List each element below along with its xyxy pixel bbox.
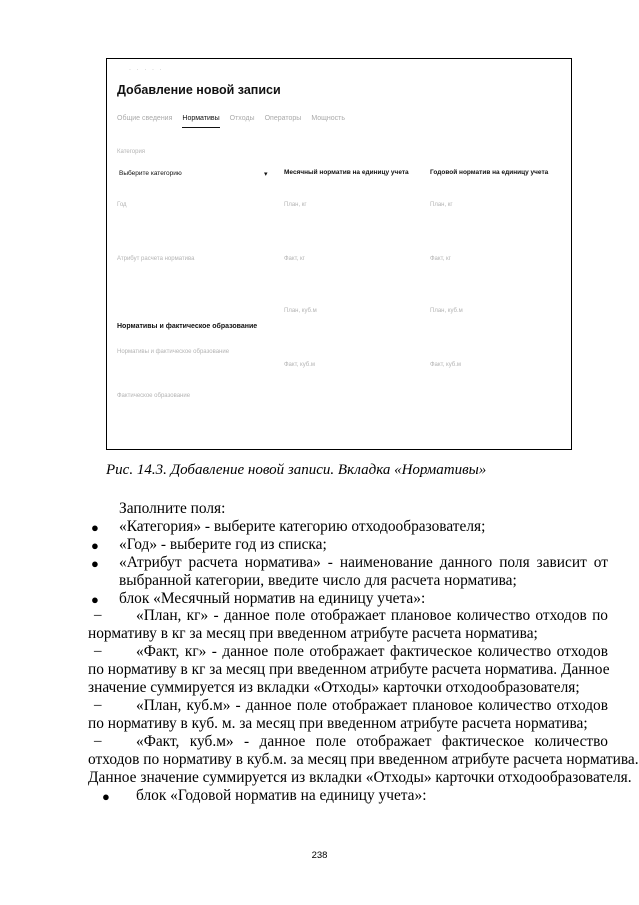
plan-m3-l1: «План, куб.м» - данное поле отображает плановое количество отходов	[136, 697, 608, 714]
section-title: Нормативы и фактическое образование	[117, 323, 258, 330]
figure-caption: Рис. 14.3. Добавление новой записи. Вкладка «Нормативы»	[106, 462, 487, 478]
bullet-icon: ●	[91, 592, 99, 607]
yearly-plan-m3: План, куб.м	[430, 308, 463, 314]
tab-operators[interactable]: Операторы	[264, 115, 302, 122]
bullet-icon: ●	[91, 538, 99, 553]
monthly-header: Месячный норматив на единицу учета	[284, 169, 409, 176]
fact-m3-l2: отходов по нормативу в куб.м. за месяц при введенном атрибуте расчета норматива.	[88, 751, 639, 768]
tab-waste[interactable]: Отходы	[229, 115, 255, 122]
dropdown-caret-icon: ▾	[264, 171, 268, 178]
monthly-plan-kg: План, кг	[284, 202, 307, 208]
year-field[interactable]: Год	[117, 202, 127, 208]
tab-norms[interactable]: Нормативы	[182, 115, 219, 128]
bullet-icon: ●	[91, 556, 99, 571]
tab-general[interactable]: Общие сведения	[117, 115, 173, 122]
form-title: Добавление новой записи	[117, 83, 281, 97]
intro-text: Заполните поля:	[119, 500, 226, 517]
dash-icon: –	[94, 607, 102, 623]
yearly-plan-kg: План, кг	[430, 202, 453, 208]
bullet-monthly-block: блок «Месячный норматив на единицу учета»:	[119, 590, 426, 607]
tab-bar	[117, 115, 345, 128]
fact-m3-l1: «Факт, куб.м» - данное поле отображает фактическое количество	[136, 733, 608, 750]
fact-m3-l3: Данное значение суммируется из вкладки «Отходы» карточки отходообразователя.	[88, 769, 632, 786]
monthly-fact-m3: Факт, куб.м	[284, 362, 315, 368]
plan-kg-l2: нормативу в кг за месяц при введенном атрибуте расчета норматива;	[88, 625, 538, 642]
attribute-field[interactable]: Атрибут расчета норматива	[117, 256, 195, 262]
bullet-icon: ●	[102, 789, 110, 804]
yearly-header: Годовой норматив на единицу учета	[430, 169, 549, 176]
monthly-fact-kg: Факт, кг	[284, 256, 305, 262]
page-number: 238	[311, 850, 328, 861]
bullet-category: «Категория» - выберите категорию отходообразователя;	[119, 518, 486, 535]
bullet-year: «Год» - выберите год из списка;	[119, 536, 327, 553]
monthly-plan-m3: План, куб.м	[284, 308, 317, 314]
dash-icon: –	[94, 643, 102, 659]
yearly-fact-kg: Факт, кг	[430, 256, 451, 262]
plan-m3-l2: по нормативу в куб. м. за месяц при введенном атрибуте расчета норматива;	[88, 715, 588, 732]
dash-icon: –	[94, 697, 102, 713]
figure-screenshot	[106, 58, 572, 450]
fact-kg-l2: по нормативу в кг за месяц при введенном атрибуте расчета норматива. Данное	[88, 661, 610, 678]
category-label: Категория	[117, 149, 146, 155]
section-subtitle: Нормативы и фактическое образование	[117, 349, 230, 355]
yearly-fact-m3: Факт, куб.м	[430, 362, 461, 368]
fact-kg-l3: значение суммируется из вкладки «Отходы» карточки отходообразователя;	[88, 679, 580, 696]
tab-capacity[interactable]: Мощность	[311, 115, 345, 122]
section-subtitle-2: Фактическое образование	[117, 393, 191, 399]
plan-kg-l1: «План, кг» - данное поле отображает плановое количество отходов по	[136, 607, 608, 624]
bullet-attribute-l2: выбранной категории, введите число для расчета норматива;	[119, 572, 517, 589]
dash-icon: –	[94, 733, 102, 749]
bullet-attribute-l1: «Атрибут расчета норматива» - наименование данного поля зависит от	[119, 554, 608, 571]
breadcrumb: · · · · ·	[129, 67, 164, 73]
category-select[interactable]: Выберите категорию	[119, 170, 182, 177]
bullet-yearly-block: блок «Годовой норматив на единицу учета»:	[136, 787, 427, 804]
bullet-icon: ●	[91, 520, 99, 535]
fact-kg-l1: «Факт, кг» - данное поле отображает фактическое количество отходов	[136, 643, 608, 660]
